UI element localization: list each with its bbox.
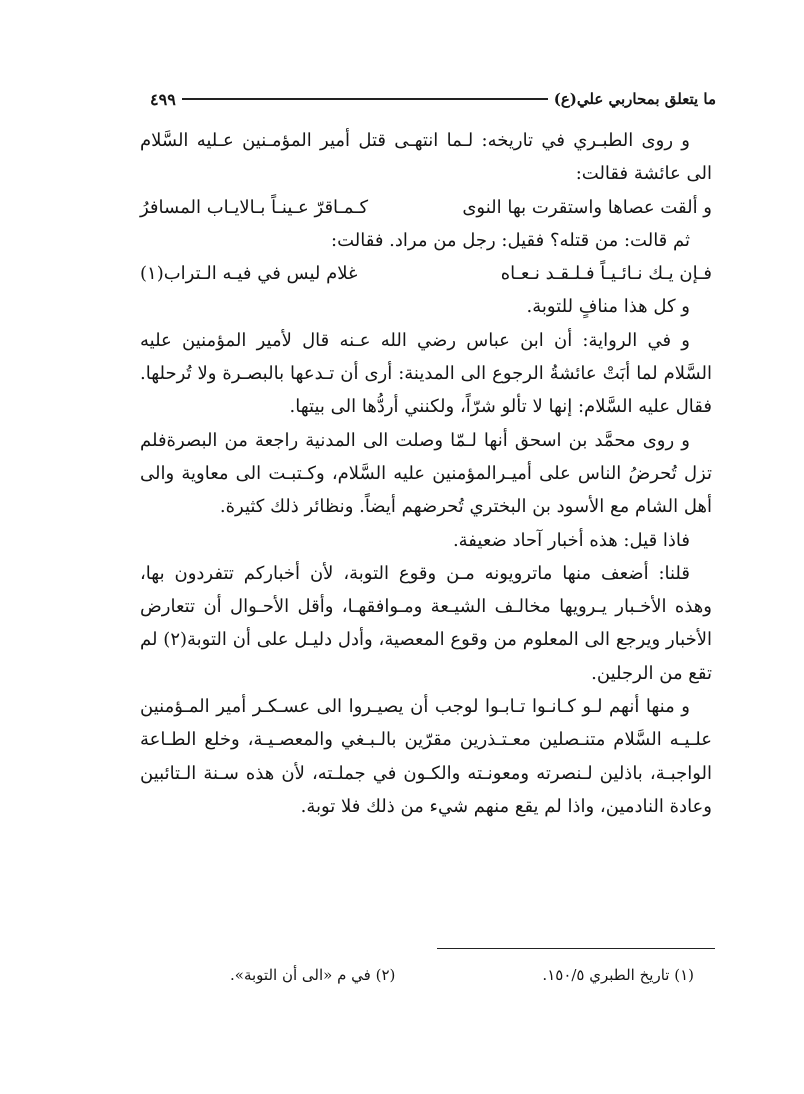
page-number: ٤٩٩ — [150, 89, 176, 109]
running-header — [150, 84, 716, 114]
paragraph-5: و روى محمَّد بن اسحق أنها لـمّا وصلت الى المدنية راجعة من البصرةفلم تزل تُحرضُ الناس على أميـرالمؤمنين عليه السَّلام، وكـتبـت الى معاوية والى أهل الشام مع الأسود بن البختري تُحرضهم أيضاً. ونظائر ذلك كثيرة. — [140, 429, 712, 518]
paragraph-3: و كل هذا منافٍ للتوبة. — [526, 296, 690, 318]
footnotes — [230, 966, 694, 984]
paragraph-1: و روى الطبـري في تاريخه: لـما انتهـى قتل أمير المؤمـنين عـليه السَّلام الى عائشة فقالت: — [140, 130, 712, 185]
verse-2-first-hemistich: فـإن يـك نـائـيـاً فـلـقـد نـعـاه — [500, 263, 712, 285]
paragraph-6: فاذا قيل: هذه أخبار آحاد ضعيفة. — [452, 529, 690, 551]
main-text — [140, 124, 712, 823]
paragraph-7: قلنا: أضعف منها ماترويونه مـن وقوع التوبة، لأن أخباركم تتفردون بها، وهذه الأخـبار يـرويها مخالـف الشيـعة ومـوافقهـا، وأقل الأحـوال أن تتعارض الأخبار ويرجع الى المعلوم من وقوع المعصية، وأدل دليـل على أن التوبة(٢) لم تقع من الرجلين. — [140, 562, 712, 684]
verse-1-second-hemistich: كـمـاقرّ عـينـاً بـالايـاب المسافرُ — [140, 196, 369, 218]
running-title: ما يتعلق بمحاربي علي(ع) — [553, 90, 716, 108]
header-rule — [182, 98, 548, 100]
footnote-1: (١) تاريخ الطبري ١٥٠/٥. — [542, 966, 694, 984]
footnote-2: (٢) في م «الى أن التوبة». — [230, 966, 396, 984]
paragraph-4: و في الرواية: أن ابن عباس رضي الله عـنه قال لأمير المؤمنين عليه السَّلام لما أبَتْ عائشةُ الرجوع الى المدينة: أرى أن تـدعها بالبصـرة ولا تُرحلها. فقال عليه السَّلام: إنها لا تألو شرّاً، ولكنني أردُّها الى بيتها. — [140, 329, 712, 418]
verse-2-second-hemistich: غلام ليس في فيـه الـتراب(١) — [140, 263, 358, 285]
verse-1-first-hemistich: و ألقت عصاها واستقرت بها النوى — [462, 196, 712, 218]
verse-2 — [140, 257, 712, 290]
paragraph-2: ثم قالت: من قتله؟ فقيل: رجل من مراد. فقالت: — [331, 229, 690, 251]
footnote-rule — [437, 948, 715, 949]
verse-1 — [140, 191, 712, 224]
paragraph-8: و منها أنهم لـو كـانـوا تـابـوا لوجب أن يصيـروا الى عسـكـر أمير المـؤمنين علـيـه السَّلام متنـصلين معـتـذرين مقرّين بالـبـغي والمعصـيـة، وخلع الطـاعة الواجبـة، باذلين لـنصرته ومعونـته والكـون في جملـته، لأن هذه سـنة الـتائبين وعادة النادمين، واذا لم يقع منهم شيء من ذلك فلا توبة. — [140, 696, 712, 817]
